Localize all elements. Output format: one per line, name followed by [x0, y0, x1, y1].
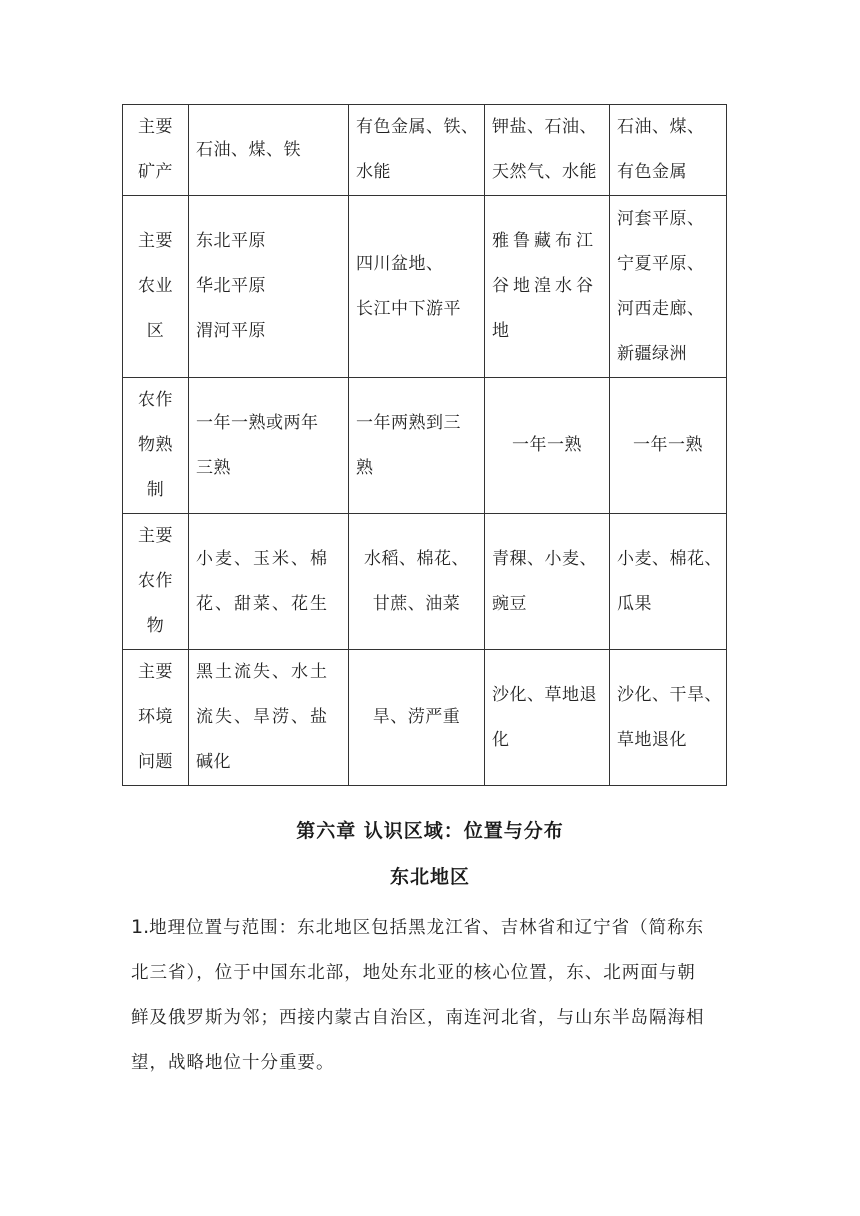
row-header-line: 制 [146, 480, 165, 500]
row-header-line: 矿产 [138, 162, 173, 182]
table-cell [189, 650, 349, 786]
table-cell [349, 105, 485, 196]
table-row-cropping-system [123, 378, 727, 514]
row-header-line: 主要 [138, 526, 173, 546]
cell-line: 谷地湟水谷 [492, 276, 597, 296]
row-header [123, 196, 189, 378]
table-cell [349, 378, 485, 514]
cell-line: 沙化、草地退 [492, 684, 597, 705]
cell-line: 一年两熟到三 [356, 412, 461, 433]
table-cell [349, 196, 485, 378]
table-cell [485, 514, 610, 650]
cell-line: 长江中下游平 [356, 298, 461, 319]
cell-line: 沙化、干旱、 [617, 684, 722, 705]
paragraph-line: 鲜及俄罗斯为邻；西接内蒙古自治区，南连河北省，与山东半岛隔海相 [131, 1008, 705, 1028]
cell-line: 一年一熟 [633, 435, 703, 455]
table-cell [610, 378, 727, 514]
cell-line: 三熟 [196, 457, 231, 478]
table-cell [610, 196, 727, 378]
section-title: 东北地区 [389, 866, 470, 888]
row-header-line: 主要 [138, 231, 173, 251]
row-header-line: 区 [146, 321, 165, 341]
row-header [123, 378, 189, 514]
row-header-line: 主要 [138, 662, 173, 682]
cell-line: 华北平原 [196, 276, 266, 296]
table-cell [189, 105, 349, 196]
cell-line: 河套平原、 [617, 208, 705, 229]
cell-line: 天然气、水能 [492, 162, 597, 182]
cell-line: 旱、涝严重 [372, 707, 461, 727]
paragraph-text: 地理位置与范围：东北地区包括黑龙江省、吉林省和辽宁省（简称东 [149, 918, 705, 938]
table-row-minerals [123, 105, 727, 196]
table-row-main-crops [123, 514, 727, 650]
cell-line: 有色金属 [617, 162, 687, 182]
region-comparison-table [122, 104, 727, 786]
cell-line: 石油、煤、铁 [196, 139, 301, 160]
paragraph-line: 北三省），位于中国东北部，地处东北亚的核心位置，东、北两面与朝 [131, 963, 696, 983]
table-cell [485, 196, 610, 378]
cell-line: 草地退化 [617, 729, 687, 750]
table-cell [610, 514, 727, 650]
cell-line: 一年一熟 [512, 435, 582, 455]
table-cell [485, 650, 610, 786]
cell-line: 花、甜菜、花生 [196, 593, 329, 614]
cell-line: 渭河平原 [196, 321, 266, 341]
table-cell [485, 105, 610, 196]
cell-line: 化 [492, 729, 510, 750]
paragraph-line: 望，战略地位十分重要。 [131, 1053, 335, 1073]
cell-line: 有色金属、铁、 [356, 117, 479, 137]
row-header-line: 农作 [138, 571, 173, 591]
chapter-title: 第六章 认识区域：位置与分布 [296, 820, 564, 842]
paragraph-line [131, 905, 731, 951]
body-paragraph [131, 905, 731, 1086]
cell-line: 一年一熟或两年 [196, 412, 319, 433]
row-header-line: 农作 [138, 390, 173, 410]
cell-line: 钾盐、石油、 [492, 117, 597, 137]
table-cell [610, 650, 727, 786]
cell-line: 宁夏平原、 [617, 253, 705, 274]
cell-line: 豌豆 [492, 593, 527, 614]
cell-line: 青稞、小麦、 [492, 548, 597, 569]
table-row-environmental-issues [123, 650, 727, 786]
table-cell [349, 514, 485, 650]
cell-line: 东北平原 [196, 231, 266, 251]
table-row-agricultural-areas [123, 196, 727, 378]
cell-line: 地 [492, 321, 510, 341]
cell-line: 甘蔗、油菜 [372, 593, 461, 614]
table-cell [485, 378, 610, 514]
row-header [123, 514, 189, 650]
table-cell [610, 105, 727, 196]
cell-line: 黑土流失、水土 [196, 662, 329, 682]
cell-line: 小麦、棉花、 [617, 548, 722, 569]
cell-line: 瓜果 [617, 593, 652, 614]
table-cell [189, 196, 349, 378]
table-cell [189, 378, 349, 514]
row-header [123, 105, 189, 196]
cell-line: 石油、煤、 [617, 117, 705, 137]
paragraph-number: 1. [131, 916, 150, 938]
cell-line: 水能 [356, 162, 391, 182]
row-header-line: 主要 [138, 117, 173, 137]
cell-line: 水稻、棉花、 [364, 548, 469, 569]
row-header-line: 物熟 [138, 435, 173, 455]
row-header-line: 环境 [138, 707, 173, 727]
cell-line: 雅鲁藏布江 [492, 231, 597, 251]
cell-line: 四川盆地、 [356, 253, 444, 274]
table-cell [349, 650, 485, 786]
row-header-line: 物 [146, 616, 165, 636]
cell-line: 流失、旱涝、盐 [196, 707, 329, 727]
cell-line: 小麦、玉米、棉 [196, 548, 329, 569]
row-header-line: 农业 [138, 276, 173, 296]
cell-line: 熟 [356, 457, 374, 478]
cell-line: 碱化 [196, 752, 231, 772]
row-header-line: 问题 [138, 752, 173, 772]
table-cell [189, 514, 349, 650]
row-header [123, 650, 189, 786]
cell-line: 新疆绿洲 [617, 343, 687, 364]
cell-line: 河西走廊、 [617, 298, 705, 319]
